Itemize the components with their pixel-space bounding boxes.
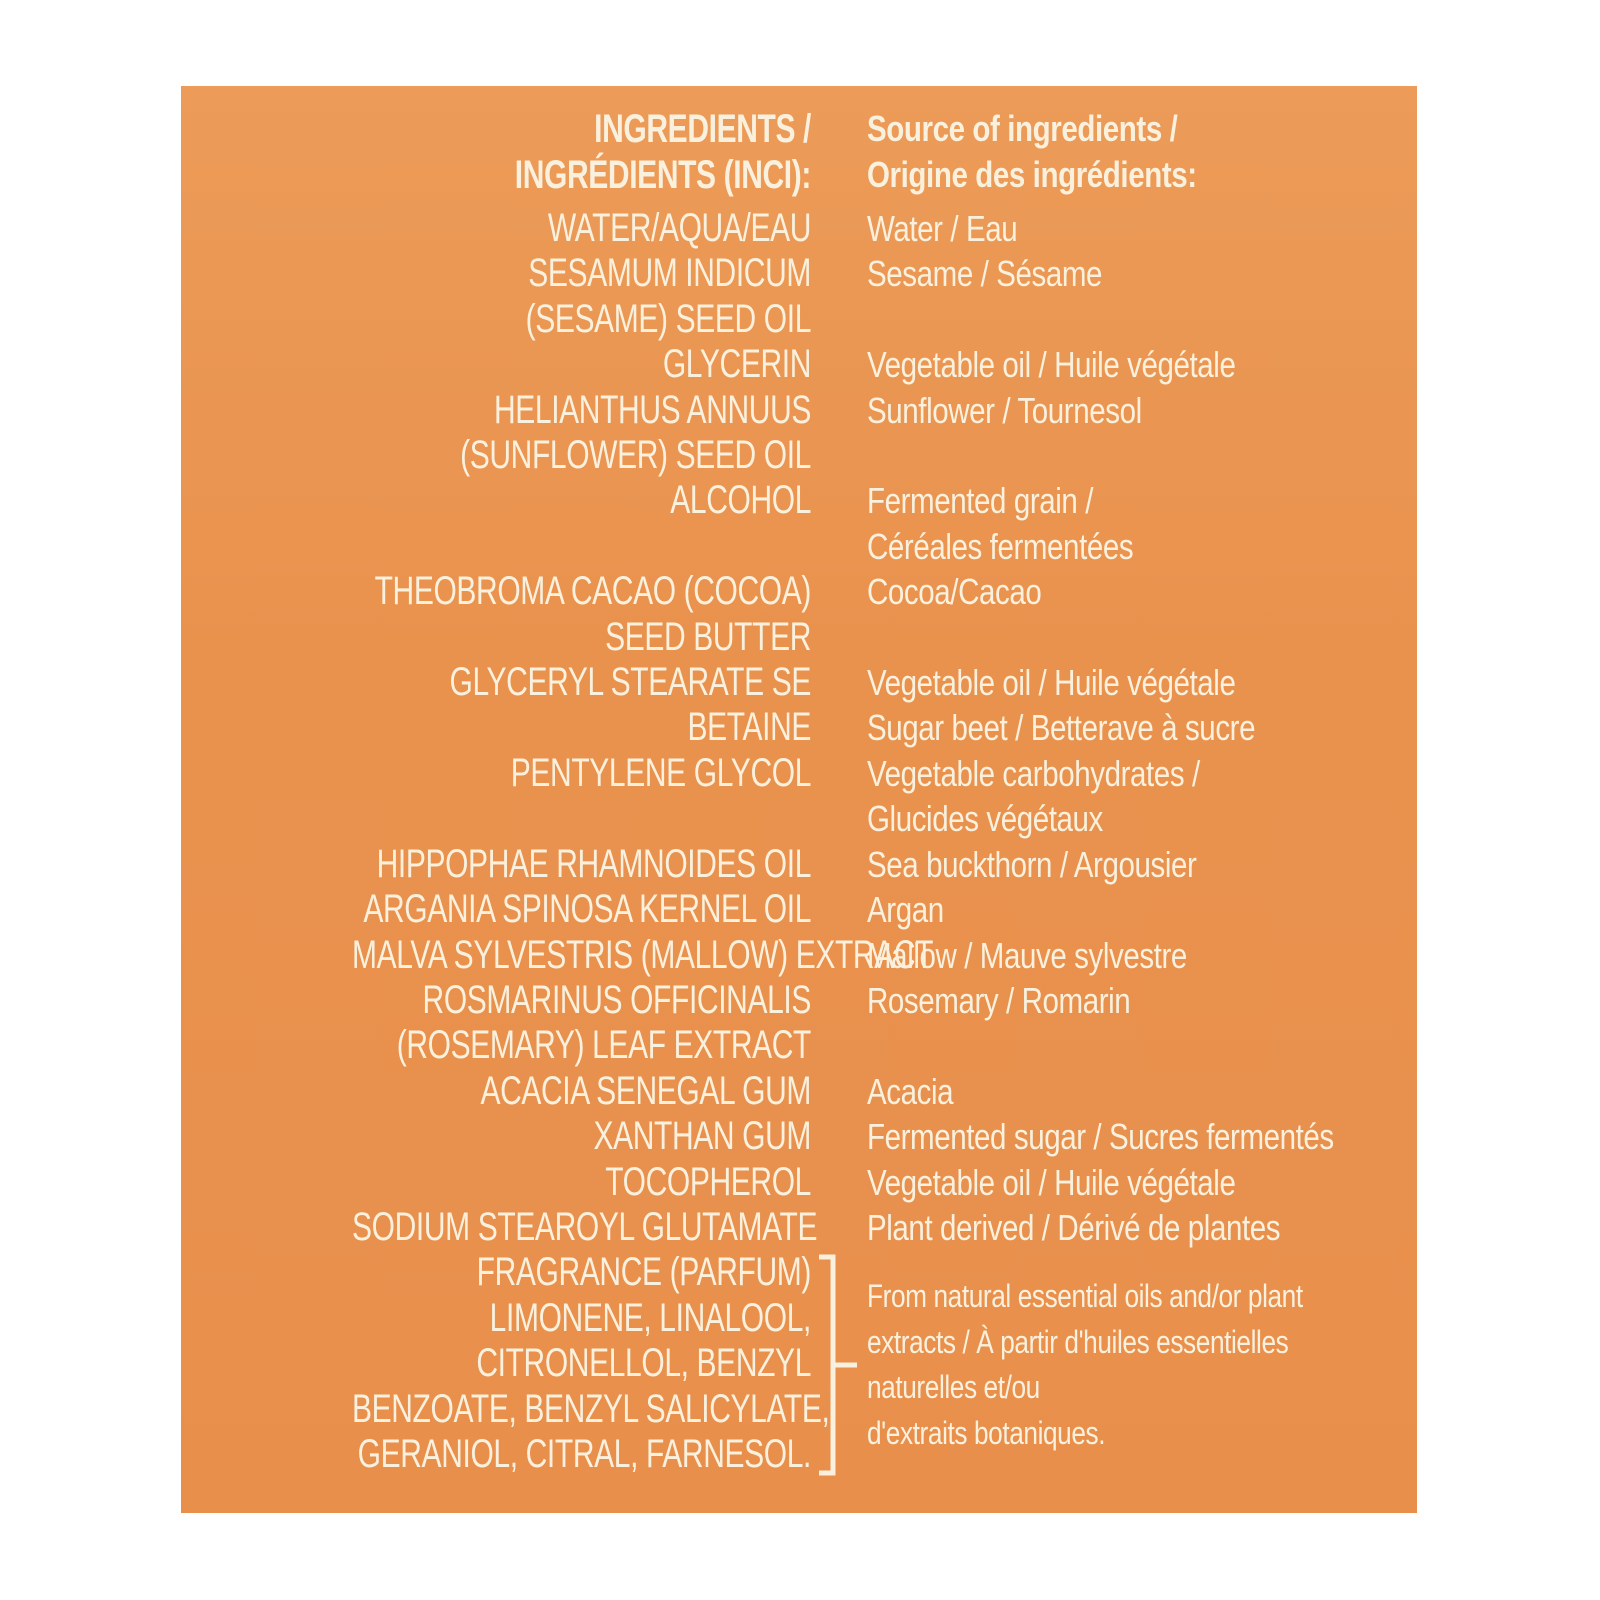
ingredient-source bbox=[867, 388, 1397, 479]
ingredient-source-line: Rosemary / Romarin bbox=[867, 979, 1131, 1021]
ingredient-source-line: Sea buckthorn / Argousier bbox=[867, 843, 1197, 885]
inci-name bbox=[199, 660, 811, 705]
inci-name-line: SODIUM STEAROYL GLUTAMATE bbox=[352, 1204, 818, 1249]
ingredient-source bbox=[867, 842, 1397, 887]
inci-name-line: ACACIA SENEGAL GUM bbox=[480, 1068, 811, 1113]
ingredient-source-line: Plant derived / Dérivé de plantes bbox=[867, 1206, 1281, 1248]
ingredient-source-line: extracts / À partir d'huiles essentielles bbox=[867, 1323, 1289, 1360]
inci-name-line: ARGANIA SPINOSA KERNEL OIL bbox=[363, 887, 811, 932]
inci-header bbox=[199, 106, 811, 198]
inci-name-line: WATER/AQUA/EAU bbox=[547, 206, 811, 250]
ingredient-source-line: Sesame / Sésame bbox=[867, 253, 1103, 295]
ingredient-row bbox=[199, 978, 1397, 1069]
ingredient-row bbox=[199, 887, 1397, 932]
inci-name bbox=[199, 842, 811, 887]
ingredient-source bbox=[867, 887, 1397, 932]
ingredient-row bbox=[199, 342, 1397, 387]
inci-name-line: THEOBROMA CACAO (COCOA) bbox=[374, 569, 811, 614]
ingredient-source-line: From natural essential oils and/or plant bbox=[867, 1278, 1303, 1315]
ingredient-source bbox=[867, 1205, 1397, 1250]
inci-name bbox=[199, 1204, 818, 1250]
ingredient-row bbox=[199, 660, 1397, 705]
source-header bbox=[867, 106, 1397, 198]
ingredient-source bbox=[867, 1069, 1397, 1114]
inci-header-line: INGRÉDIENTS (INCI): bbox=[514, 153, 811, 197]
ingredient-row bbox=[199, 251, 1397, 342]
ingredient-source-line: d'extraits botaniques. bbox=[867, 1414, 1106, 1451]
inci-name-line: CITRONELLOL, BENZYL bbox=[476, 1341, 811, 1386]
ingredient-row bbox=[199, 1250, 1397, 1477]
ingredient-source-line: Vegetable oil / Huile végétale bbox=[867, 344, 1236, 386]
ingredient-source bbox=[867, 342, 1397, 387]
ingredient-row bbox=[199, 478, 1397, 569]
ingredient-row bbox=[199, 388, 1397, 479]
ingredient-source bbox=[867, 660, 1397, 705]
inci-name bbox=[199, 887, 811, 932]
ingredient-source-line: Céréales fermentées bbox=[867, 525, 1134, 567]
ingredient-row bbox=[199, 705, 1397, 750]
inci-name bbox=[199, 251, 811, 342]
ingredient-row bbox=[199, 751, 1397, 842]
inci-name bbox=[199, 1114, 811, 1159]
ingredient-source-line: Sugar beet / Betterave à sucre bbox=[867, 707, 1256, 749]
ingredient-source bbox=[867, 978, 1397, 1069]
ingredient-source-line: Vegetable carbohydrates / bbox=[867, 752, 1200, 794]
inci-name-line: SESAMUM INDICUM bbox=[528, 251, 811, 296]
inci-name-line: FRAGRANCE (PARFUM) bbox=[476, 1250, 811, 1295]
inci-name-line: (SUNFLOWER) SEED OIL bbox=[460, 433, 811, 478]
inci-name-line: GLYCERYL STEARATE SE bbox=[449, 660, 811, 705]
grouping-bracket bbox=[817, 1254, 859, 1476]
inci-name-line: ALCOHOL bbox=[670, 478, 811, 523]
header-row bbox=[199, 106, 1397, 198]
inci-name bbox=[199, 569, 811, 660]
ingredient-source bbox=[867, 1114, 1417, 1159]
ingredient-source bbox=[867, 1250, 1398, 1477]
ingredient-row bbox=[199, 1069, 1397, 1114]
ingredient-source bbox=[867, 933, 1397, 978]
inci-name bbox=[199, 1250, 830, 1477]
inci-name bbox=[199, 342, 811, 387]
inci-name-line: MALVA SYLVESTRIS (MALLOW) EXTRACT bbox=[352, 932, 934, 977]
ingredient-source-line: Sunflower / Tournesol bbox=[867, 389, 1142, 431]
ingredient-row bbox=[199, 569, 1397, 660]
inci-name-line: ROSMARINUS OFFICINALIS bbox=[422, 977, 811, 1022]
inci-name-line: HIPPOPHAE RHAMNOIDES OIL bbox=[376, 841, 811, 886]
ingredient-row bbox=[199, 206, 1397, 251]
inci-name-line: (SESAME) SEED OIL bbox=[525, 296, 811, 341]
inci-name-line: HELIANTHUS ANNUUS bbox=[493, 387, 811, 432]
ingredient-source bbox=[867, 1160, 1397, 1205]
ingredient-source bbox=[867, 206, 1397, 251]
ingredient-source-line: naturelles et/ou bbox=[867, 1369, 1040, 1406]
inci-name-line: BENZOATE, BENZYL SALICYLATE, bbox=[352, 1386, 830, 1431]
ingredient-row bbox=[199, 933, 1397, 978]
inci-name-line: GLYCERIN bbox=[662, 342, 811, 387]
ingredient-rows bbox=[199, 206, 1397, 1477]
ingredient-source bbox=[867, 705, 1397, 750]
ingredient-row bbox=[199, 1114, 1397, 1159]
inci-name-line: LIMONENE, LINALOOL, bbox=[489, 1295, 811, 1340]
ingredient-source bbox=[867, 251, 1397, 342]
ingredient-source bbox=[867, 478, 1397, 569]
ingredient-row bbox=[199, 842, 1397, 887]
inci-name bbox=[199, 705, 811, 750]
inci-header-line: INGREDIENTS / bbox=[594, 107, 811, 151]
ingredient-row bbox=[199, 1160, 1397, 1205]
inci-name-line: (ROSEMARY) LEAF EXTRACT bbox=[396, 1023, 811, 1068]
ingredient-source-line: Cocoa/Cacao bbox=[867, 571, 1042, 613]
ingredient-source-line: Glucides végétaux bbox=[867, 798, 1103, 840]
inci-name bbox=[199, 1160, 811, 1205]
source-header-line: Source of ingredients / bbox=[867, 108, 1178, 149]
ingredient-row bbox=[199, 1205, 1397, 1250]
ingredient-source-line: Acacia bbox=[867, 1070, 954, 1112]
inci-name bbox=[199, 978, 811, 1069]
inci-name-line: GERANIOL, CITRAL, FARNESOL. bbox=[357, 1431, 811, 1476]
inci-name bbox=[199, 932, 934, 978]
ingredient-source-line: Mallow / Mauve sylvestre bbox=[867, 934, 1187, 976]
inci-name-line: TOCOPHEROL bbox=[605, 1159, 811, 1204]
inci-name-line: PENTYLENE GLYCOL bbox=[510, 750, 811, 795]
inci-name-line: SEED BUTTER bbox=[605, 614, 811, 659]
inci-name bbox=[199, 206, 811, 251]
ingredient-source-line: Vegetable oil / Huile végétale bbox=[867, 662, 1236, 704]
ingredients-label-panel bbox=[181, 86, 1417, 1513]
ingredient-source bbox=[867, 569, 1397, 660]
inci-name bbox=[199, 388, 811, 479]
ingredient-source-line: Water / Eau bbox=[867, 208, 1018, 249]
source-header-line: Origine des ingrédients: bbox=[867, 154, 1197, 195]
inci-name bbox=[199, 478, 811, 569]
inci-name bbox=[199, 1069, 811, 1114]
ingredient-source-line: Fermented grain / bbox=[867, 480, 1094, 522]
inci-name-line: BETAINE bbox=[687, 705, 811, 750]
inci-name bbox=[199, 751, 811, 842]
ingredient-source bbox=[867, 751, 1397, 842]
ingredient-source-line: Fermented sugar / Sucres fermentés bbox=[867, 1116, 1334, 1158]
ingredient-source-line: Argan bbox=[867, 889, 944, 931]
inci-name-line: XANTHAN GUM bbox=[593, 1114, 811, 1159]
ingredient-source-line: Vegetable oil / Huile végétale bbox=[867, 1161, 1236, 1203]
